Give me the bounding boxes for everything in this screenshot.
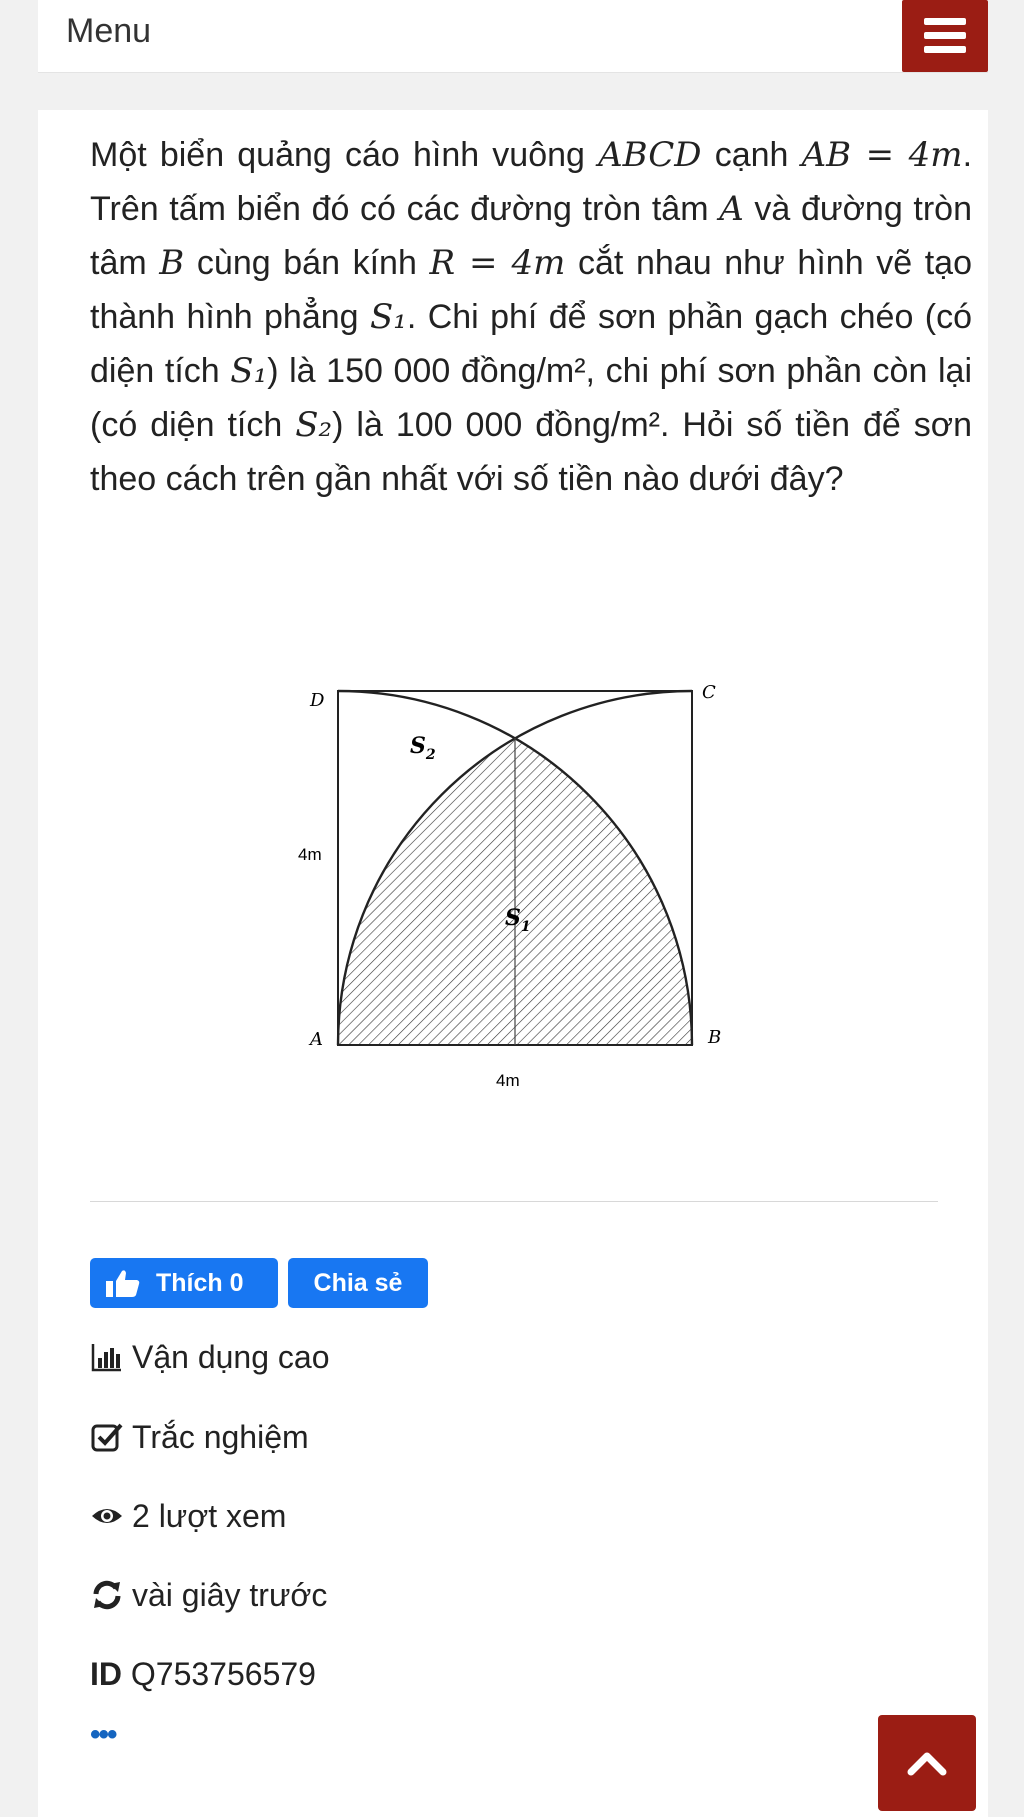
question-text-part: . Chi phí để sơn phần gạch chéo (có diện tích	[90, 298, 972, 390]
hamburger-icon	[924, 18, 966, 25]
id-value: Q753756579	[130, 1656, 316, 1692]
bar-chart-icon	[90, 1340, 124, 1374]
top-nav-bar	[38, 0, 988, 73]
share-button[interactable]: Chia sẻ	[288, 1258, 428, 1308]
question-text-part: cắt nhau như hình vẽ tạo thành hình phẳng	[90, 244, 973, 336]
checkbox-icon	[90, 1420, 124, 1454]
label-side-left: 4m	[298, 845, 322, 864]
math-abcd: ABCD	[598, 135, 702, 175]
question-text	[90, 128, 972, 506]
label-a: A	[310, 1029, 323, 1050]
level-text: Vận dụng cao	[132, 1339, 330, 1375]
label-side-bottom: 4m	[496, 1071, 520, 1090]
meta-type	[90, 1415, 309, 1459]
chevron-up-icon	[878, 1715, 976, 1811]
label-s1-sub: 1	[520, 919, 531, 935]
label-s1-main: S	[505, 905, 521, 931]
label-d: D	[310, 690, 325, 711]
question-text-part: và đường tròn tâm	[90, 190, 972, 282]
math-s1: S₁	[369, 297, 407, 337]
question-text-part: ) là 150 000 đồng/m², chi phí sơn phần còn lại (có diện tích	[90, 352, 972, 444]
math-r-eq: R = 4m	[429, 243, 566, 283]
meta-time	[90, 1573, 327, 1617]
views-text: 2 lượt xem	[132, 1498, 287, 1534]
menu-label[interactable]: Menu	[66, 12, 152, 50]
math-s2: S₂	[295, 405, 333, 445]
question-text-part: . Trên tấm biển đó có các đường tròn tâm	[90, 136, 973, 228]
like-label: Thích 0	[156, 1269, 244, 1297]
scroll-to-top-button[interactable]	[878, 1715, 976, 1811]
label-s2-sub: 2	[425, 747, 436, 763]
math-b: B	[159, 243, 185, 283]
label-s2	[410, 733, 436, 763]
math-s1: S₁	[230, 351, 268, 391]
type-text: Trắc nghiệm	[132, 1419, 309, 1455]
math-ab-eq: AB = 4m	[801, 135, 963, 175]
hamburger-icon-bar	[924, 46, 966, 53]
like-button[interactable]	[90, 1258, 278, 1308]
divider	[90, 1201, 938, 1202]
hamburger-icon-bar	[924, 32, 966, 39]
question-text-part: Một biển quảng cáo hình vuông	[90, 136, 599, 174]
label-c: C	[702, 682, 716, 703]
id-prefix: ID	[90, 1656, 122, 1692]
geometry-figure	[258, 650, 818, 1240]
question-text-part: ) là 100 000 đồng/m². Hỏi số tiền để sơn theo cách trên gần nhất với số tiền nào dưới đây?	[90, 406, 973, 498]
label-s2-main: S	[410, 733, 426, 759]
meta-views	[90, 1494, 286, 1538]
label-b: B	[708, 1027, 722, 1048]
math-a: A	[719, 189, 744, 229]
question-text-part: cạnh	[701, 136, 789, 174]
more-dots[interactable]: •••	[90, 1718, 116, 1751]
menu-button[interactable]	[902, 0, 988, 72]
thumbs-up-icon	[106, 1269, 140, 1297]
meta-level	[90, 1335, 330, 1379]
refresh-icon	[90, 1578, 124, 1612]
meta-id	[90, 1652, 316, 1696]
time-text: vài giây trước	[132, 1577, 328, 1613]
question-card	[38, 110, 988, 1817]
eye-icon	[90, 1499, 124, 1533]
question-text-part: cùng bán kính	[184, 244, 430, 282]
